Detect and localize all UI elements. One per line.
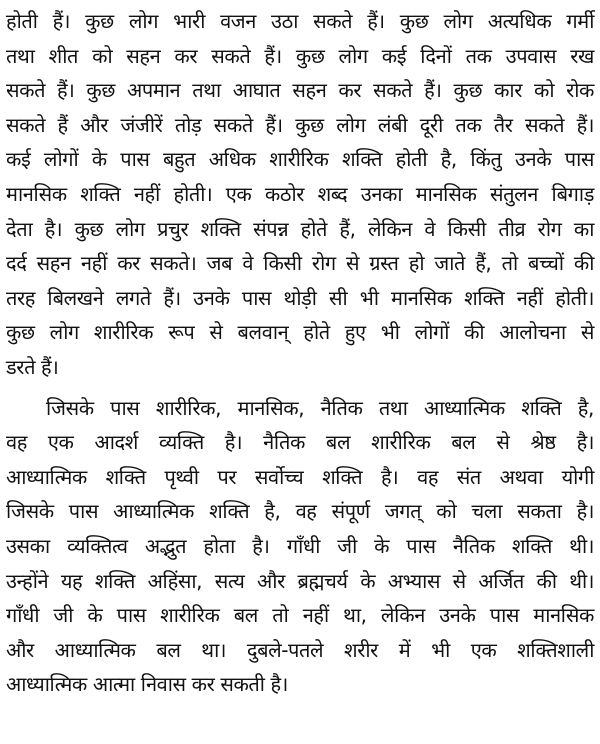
text-line: उसका व्यक्तित्व अद्भुत होता है। गाँधी जी के पास नैतिक शक्ति थी। <box>6 533 594 558</box>
text-line: और आध्यात्मिक बल था। दुबले-पतले शरीर में भी एक शक्तिशाली <box>6 637 594 662</box>
text-line: वह एक आदर्श व्यक्ति है। नैतिक बल शारीरिक बल से श्रेष्ठ है। <box>6 430 594 455</box>
text-line: जिसके पास शारीरिक, मानसिक, नैतिक तथा आध्यात्मिक शक्ति है, <box>46 395 594 420</box>
text-line: देता है। कुछ लोग प्रचुर शक्ति संपन्न होते हैं, लेकिन वे किसी तीव्र रोग का <box>6 216 594 241</box>
text-line: कई लोगों के पास बहुत अधिक शारीरिक शक्ति होती है, किंतु उनके पास <box>6 147 594 172</box>
paragraph-1 <box>6 4 594 385</box>
text-line: आध्यात्मिक शक्ति पृथ्वी पर सर्वोच्च शक्ति है। वह संत अथवा योगी <box>6 464 594 489</box>
text-line: डरते हैं। <box>6 354 59 379</box>
text-line: दर्द सहन नहीं कर सकते। जब वे किसी रोग से ग्रस्त हो जाते हैं, तो बच्चों की <box>6 251 594 276</box>
text-line: तथा शीत को सहन कर सकते हैं। कुछ लोग कई दिनों तक उपवास रख <box>6 43 594 68</box>
text-line: कुछ लोग शारीरिक रूप से बलवान् होते हुए भी लोगों की आलोचना से <box>6 320 594 345</box>
text-line: जिसके पास आध्यात्मिक शक्ति है, वह संपूर्ण जगत् को चला सकता है। <box>6 499 594 524</box>
paragraph-2 <box>6 391 594 702</box>
text-line: तरह बिलखने लगते हैं। उनके पास थोड़ी सी भी मानसिक शक्ति नहीं होती। <box>6 285 594 310</box>
text-line: आध्यात्मिक आत्मा निवास कर सकती है। <box>6 672 288 697</box>
text-line: होती हैं। कुछ लोग भारी वजन उठा सकते हैं। कुछ लोग अत्यधिक गर्मी <box>6 9 594 33</box>
text-line: उन्होंने यह शक्ति अहिंसा, सत्य और ब्रह्मचर्य के अभ्यास से अर्जित की थी। <box>6 568 594 593</box>
text-line: गाँधी जी के पास शारीरिक बल तो नहीं था, लेकिन उनके पास मानसिक <box>6 603 594 628</box>
text-line: सकते हैं और जंजीरें तोड़ सकते हैं। कुछ लोग लंबी दूरी तक तैर सकते हैं। <box>6 112 594 137</box>
text-line: मानसिक शक्ति नहीं होती। एक कठोर शब्द उनका मानसिक संतुलन बिगाड़ <box>6 181 594 206</box>
text-line: सकते हैं। कुछ अपमान तथा आघात सहन कर सकते हैं। कुछ कार को रोक <box>6 78 594 103</box>
